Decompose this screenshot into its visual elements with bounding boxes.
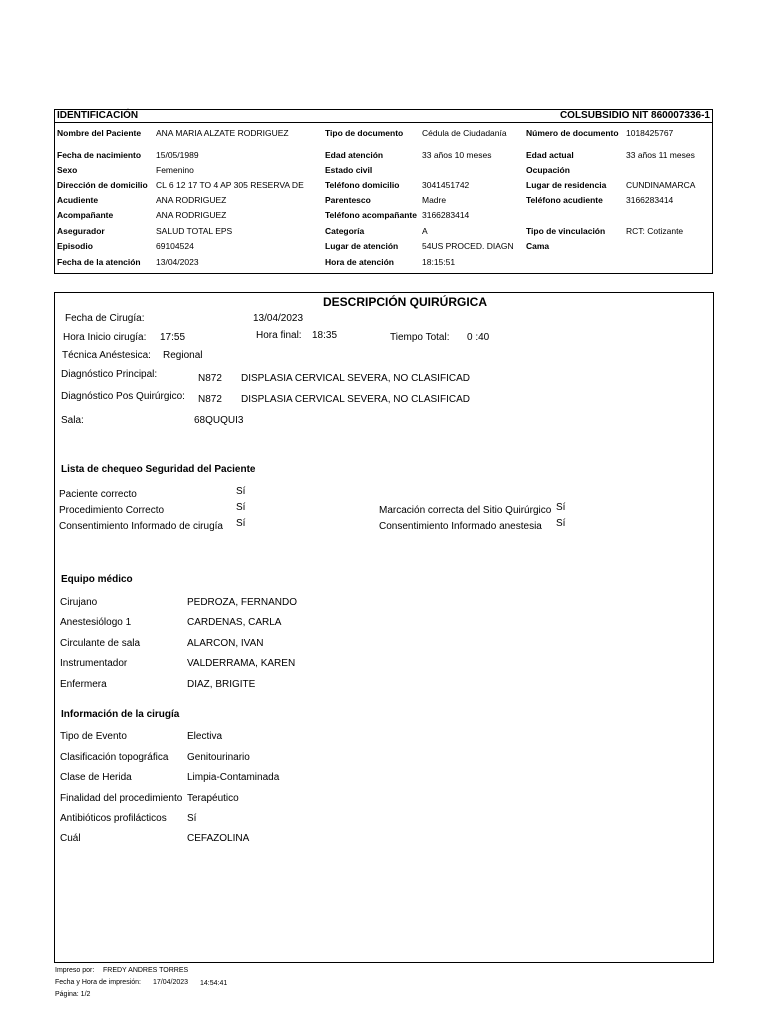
print-date-label: Fecha y Hora de impresión:	[55, 979, 141, 986]
checklist-item-value: Sí	[556, 502, 566, 513]
relationship-label: Parentesco	[325, 195, 371, 205]
start-time-value: 17:55	[160, 332, 186, 343]
surgery-info-value: Genitourinario	[187, 752, 250, 763]
anesthesia-technique-value: Regional	[163, 350, 203, 361]
sex-label: Sexo	[57, 165, 78, 175]
total-time-value: 0 :40	[467, 332, 490, 343]
document-number-value: 1018425767	[626, 128, 674, 138]
printed-by-label: Impreso por:	[55, 967, 95, 974]
companion-phone-label: Teléfono acompañante	[325, 210, 417, 220]
checklist-item-label: Marcación correcta del Sitio Quirúrgico	[379, 505, 552, 516]
residence-value: CUNDINAMARCA	[626, 180, 696, 190]
surgery-info-label: Clase de Herida	[60, 772, 132, 783]
occupation-label: Ocupación	[526, 165, 570, 175]
patient-name-label: Nombre del Paciente	[57, 128, 142, 138]
team-member-name: DIAZ, BRIGITE	[187, 679, 256, 690]
episode-label: Episodio	[57, 241, 93, 251]
checklist-item-value: Sí	[236, 486, 246, 497]
affiliation-type-label: Tipo de vinculación	[526, 226, 606, 236]
checklist-item-value: Sí	[236, 518, 246, 529]
institution-nit: COLSUBSIDIO NIT 860007336-1	[559, 110, 710, 121]
principal-diagnosis-description: DISPLASIA CERVICAL SEVERA, NO CLASIFICAD	[241, 373, 470, 384]
principal-diagnosis-label: Diagnóstico Principal:	[61, 369, 158, 380]
document-type-value: Cédula de Ciudadanía	[422, 128, 507, 138]
surgery-info-label: Finalidad del procedimiento	[60, 793, 183, 804]
patient-name-value: ANA MARIA ALZATE RODRIGUEZ	[156, 128, 289, 138]
start-time-label: Hora Inicio cirugía:	[63, 332, 147, 343]
birth-date-label: Fecha de nacimiento	[57, 150, 142, 160]
room-label: Sala:	[61, 415, 84, 426]
civil-status-label: Estado civil	[325, 165, 373, 175]
attention-place-value: 54US PROCED. DIAGN	[422, 241, 514, 251]
safety-checklist-title: Lista de chequeo Seguridad del Paciente	[61, 464, 256, 475]
surgery-info-value: Electiva	[187, 731, 223, 742]
surgery-info-label: Clasificación topográfica	[60, 752, 169, 763]
surgery-info-label: Tipo de Evento	[60, 731, 127, 742]
current-age-value: 33 años 11 meses	[626, 150, 695, 160]
attention-time-value: 18:15:51	[422, 257, 456, 267]
attention-date-value: 13/04/2023	[156, 257, 199, 267]
page-number: Página: 1/2	[55, 991, 91, 998]
surgery-info-title: Información de la cirugía	[61, 709, 180, 720]
companion-value: ANA RODRIGUEZ	[156, 210, 227, 220]
team-member-name: PEDROZA, FERNANDO	[187, 597, 298, 608]
surgery-info-value: CEFAZOLINA	[187, 833, 250, 844]
team-role-label: Cirujano	[60, 597, 98, 608]
guardian-value: ANA RODRIGUEZ	[156, 195, 227, 205]
address-value: CL 6 12 17 TO 4 AP 305 RESERVA DE	[156, 180, 304, 190]
episode-value: 69104524	[156, 241, 194, 251]
attention-date-label: Fecha de la atención	[57, 257, 141, 267]
surgery-info-label: Antibióticos profilácticos	[60, 813, 167, 824]
team-member-name: CARDENAS, CARLA	[187, 617, 282, 628]
medical-team-title: Equipo médico	[61, 574, 133, 585]
print-time-value: 14:54:41	[200, 980, 228, 987]
category-label: Categoría	[325, 226, 365, 236]
birth-date-value: 15/05/1989	[156, 150, 199, 160]
team-role-label: Anestesiólogo 1	[60, 617, 132, 628]
companion-label: Acompañante	[57, 210, 114, 220]
post-op-diagnosis-code: N872	[198, 394, 222, 405]
surgical-description-title: DESCRIPCIÓN QUIRÚRGICA	[323, 295, 488, 309]
identification-title: IDENTIFICACIÓN	[57, 110, 139, 121]
identification-header-divider	[55, 122, 712, 123]
category-value: A	[422, 226, 428, 236]
team-role-label: Instrumentador	[60, 658, 128, 669]
post-op-diagnosis-description: DISPLASIA CERVICAL SEVERA, NO CLASIFICAD	[241, 394, 470, 405]
anesthesia-technique-label: Técnica Anéstesica:	[62, 350, 151, 361]
insurer-value: SALUD TOTAL EPS	[156, 226, 233, 236]
home-phone-label: Teléfono domicilio	[325, 180, 400, 190]
document-number-label: Número de documento	[526, 128, 619, 138]
end-time-label: Hora final:	[256, 330, 302, 341]
checklist-item-label: Consentimiento Informado anestesia	[379, 521, 542, 532]
end-time-value: 18:35	[312, 330, 338, 341]
affiliation-type-value: RCT: Cotizante	[626, 226, 684, 236]
checklist-item-label: Consentimiento Informado de cirugía	[59, 521, 223, 532]
team-member-name: VALDERRAMA, KAREN	[187, 658, 296, 669]
print-date-value: 17/04/2023	[153, 979, 189, 986]
residence-label: Lugar de residencia	[526, 180, 607, 190]
guardian-label: Acudiente	[57, 195, 99, 205]
attention-age-label: Edad atención	[325, 150, 384, 160]
attention-place-label: Lugar de atención	[325, 241, 399, 251]
surgery-info-value: Sí	[187, 813, 197, 824]
attention-time-label: Hora de atención	[325, 257, 394, 267]
team-member-name: ALARCON, IVAN	[187, 638, 264, 649]
surgery-info-label: Cuál	[60, 833, 81, 844]
checklist-item-label: Procedimiento Correcto	[59, 505, 165, 516]
surgery-info-value: Terapéutico	[187, 793, 239, 804]
guardian-phone-label: Teléfono acudiente	[526, 195, 603, 205]
team-role-label: Enfermera	[60, 679, 107, 690]
relationship-value: Madre	[422, 195, 447, 205]
address-label: Dirección de domicilio	[57, 180, 148, 190]
guardian-phone-value: 3166283414	[626, 195, 674, 205]
total-time-label: Tiempo Total:	[390, 332, 450, 343]
checklist-item-value: Sí	[556, 518, 566, 529]
team-role-label: Circulante de sala	[60, 638, 141, 649]
current-age-label: Edad actual	[526, 150, 574, 160]
home-phone-value: 3041451742	[422, 180, 470, 190]
printed-by-value: FREDY ANDRES TORRES	[103, 967, 189, 974]
checklist-item-label: Paciente correcto	[59, 489, 137, 500]
room-value: 68QUQUI3	[194, 415, 244, 426]
post-op-diagnosis-label: Diagnóstico Pos Quirúrgico:	[61, 391, 185, 402]
companion-phone-value: 3166283414	[422, 210, 470, 220]
principal-diagnosis-code: N872	[198, 373, 222, 384]
surgery-info-value: Limpia-Contaminada	[187, 772, 280, 783]
sex-value: Femenino	[156, 165, 194, 175]
checklist-item-value: Sí	[236, 502, 246, 513]
bed-label: Cama	[526, 241, 550, 251]
surgery-date-label: Fecha de Cirugía:	[65, 313, 145, 324]
attention-age-value: 33 años 10 meses	[422, 150, 492, 160]
surgery-date-value: 13/04/2023	[253, 313, 304, 324]
insurer-label: Asegurador	[57, 226, 105, 236]
document-type-label: Tipo de documento	[325, 128, 404, 138]
